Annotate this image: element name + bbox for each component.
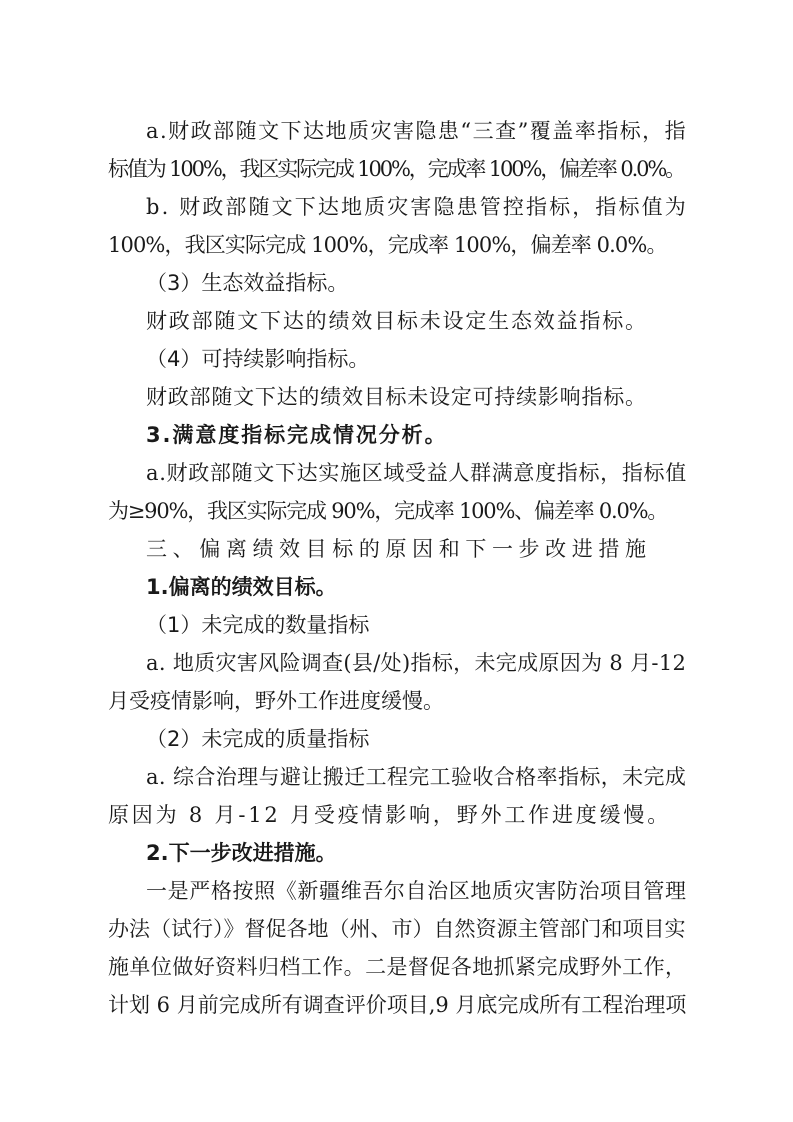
paragraph-line-22: 办法（试行）》督促各地（州、市）自然资源主管部门和项目实 — [108, 917, 686, 941]
paragraph-line-18: a. 综合治理与避让搬迁工程完工验收合格率指标，未完成 — [146, 765, 687, 789]
paragraph-line-23: 施单位做好资料归档工作。二是督促各地抓紧完成野外工作， — [108, 955, 687, 979]
paragraph-line-3: b. 财政部随文下达地质灾害隐患管控指标，指标值为 — [146, 195, 688, 219]
subheading-incomplete-quality: （2）未完成的质量指标 — [146, 727, 370, 751]
paragraph-line-8: 财政部随文下达的绩效目标未设定可持续影响指标。 — [146, 385, 647, 409]
subheading-ecological-benefit: （3）生态效益指标。 — [146, 271, 349, 295]
subheading-sustainable-impact: （4）可持续影响指标。 — [146, 347, 370, 371]
paragraph-line-19: 原因为 8 月-12 月受疫情影响，野外工作进度缓慢。 — [108, 803, 672, 827]
paragraph-line-21: 一是严格按照《新疆维吾尔自治区地质灾害防治项目管理 — [146, 879, 687, 903]
section-heading-3: 三、偏离绩效目标的原因和下一步改进措施 — [146, 537, 652, 561]
paragraph-line-6: 财政部随文下达的绩效目标未设定生态效益指标。 — [146, 309, 648, 333]
paragraph-line-4: 100%，我区实际完成 100%，完成率 100%，偏差率 0.0%。 — [108, 233, 667, 257]
heading-satisfaction-analysis: 3.满意度指标完成情况分析。 — [146, 423, 448, 447]
heading-deviated-targets: 1.偏离的绩效目标。 — [146, 575, 337, 599]
paragraph-line-16: 月受疫情影响，野外工作进度缓慢。 — [108, 689, 444, 713]
paragraph-line-24: 计划 6 月前完成所有调查评价项目,9 月底完成所有工程治理项 — [108, 993, 687, 1017]
paragraph-line-2: 标值为 100%，我区实际完成 100%，完成率 100%，偏差率 0.0%。 — [108, 157, 685, 181]
paragraph-line-1: a.财政部随文下达地质灾害隐患“三查”覆盖率指标，指 — [146, 119, 688, 143]
subheading-incomplete-quantity: （1）未完成的数量指标 — [146, 613, 370, 637]
paragraph-line-10: a.财政部随文下达实施区域受益人群满意度指标，指标值 — [146, 461, 687, 485]
paragraph-line-15: a. 地质灾害风险调查(县/处)指标，未完成原因为 8 月-12 — [146, 651, 687, 675]
paragraph-line-11: 为≥90%，我区实际完成 90%，完成率 100%、偏差率 0.0%。 — [108, 499, 668, 523]
heading-improvement-measures: 2.下一步改进措施。 — [146, 841, 337, 865]
